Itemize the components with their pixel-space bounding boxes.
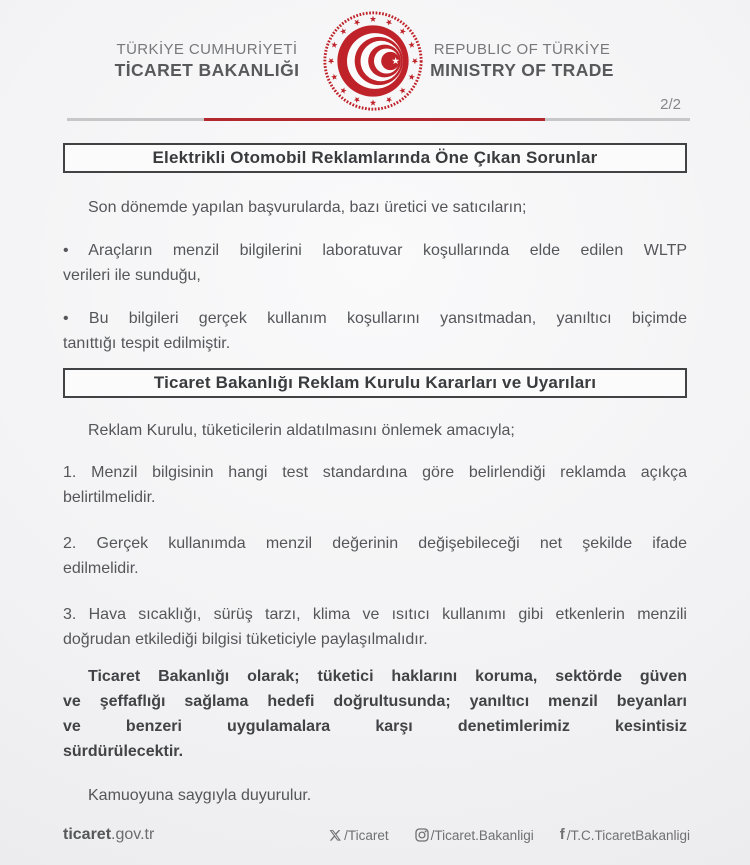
org-en-line2: MINISTRY OF TRADE — [430, 60, 614, 80]
numbered-item-2 — [63, 531, 687, 581]
org-tr-line1: TÜRKİYE CUMHURİYETİ — [116, 41, 298, 58]
instagram-icon — [415, 828, 429, 842]
closing-line2: ve şeffaflığı sağlama hedefi doğrultusunda; yanıltıcı menzil beyanları — [63, 693, 687, 710]
closing-line1: Ticaret Bakanlığı olarak; tüketici haklarını koruma, sektörde güven — [88, 668, 687, 685]
page-number: 2/2 — [660, 96, 681, 113]
bullet-item-1 — [63, 238, 687, 288]
org-tr-line2: TİCARET BAKANLIĞI — [114, 60, 300, 80]
numbered-item-3 — [63, 602, 687, 652]
x-twitter-icon — [329, 829, 342, 842]
item3-number: 3. — [63, 606, 77, 623]
section2-title: Ticaret Bakanlığı Reklam Kurulu Kararları ve Uyarıları — [153, 373, 597, 392]
bullet-item-2 — [63, 306, 687, 356]
section1-title-box — [63, 143, 687, 173]
org-name-turkish — [63, 40, 351, 81]
item3-text: Hava sıcaklığı, sürüş tarzı, klima ve ısıtıcı kullanımı gibi etkenlerin menzili — [88, 606, 687, 623]
item1-text: Menzil bilgisinin hangi test standardına göre belirlendiği reklamda açıkça — [91, 464, 688, 481]
item2-line2: edilmelidir. — [63, 560, 139, 577]
social-links — [329, 828, 690, 843]
website-link[interactable] — [63, 826, 154, 844]
bullet2-text: Bu bilgileri gerçek kullanım koşullarını yansıtmadan, yanıltıcı biçimde — [88, 310, 688, 327]
item1-number: 1. — [63, 464, 77, 481]
section2-title-box — [63, 368, 687, 398]
social-x-handle: /Ticaret — [344, 827, 389, 843]
section1-intro: Son dönemde yapılan başvurularda, bazı üretici ve satıcıların; — [88, 199, 527, 216]
closing-line4: sürdürülecektir. — [63, 743, 184, 760]
org-en-line1: REPUBLIC OF TÜRKİYE — [433, 41, 611, 58]
item3-line1 — [63, 602, 687, 627]
signoff: Kamuoyuna saygıyla duyurulur. — [88, 787, 312, 804]
item2-number: 2. — [63, 535, 77, 552]
item1-line1 — [63, 460, 687, 485]
website-rest: .gov.tr — [111, 826, 155, 843]
website-bold: ticaret — [63, 826, 112, 843]
item2-line1 — [63, 531, 687, 556]
facebook-icon: f — [559, 826, 565, 843]
bullet1-line1 — [63, 238, 687, 263]
social-facebook-link[interactable] — [560, 828, 690, 843]
item3-line2: doğrudan etkilediği bilgisi tüketiciyle paylaşılmalıdır. — [63, 631, 428, 648]
bullet1-line2: verileri ile sunduğu, — [63, 267, 201, 284]
bullet2-line1 — [63, 306, 687, 331]
bullet1-text: Araçların menzil bilgilerini laboratuvar koşullarında elde edilen WLTP — [88, 242, 688, 259]
item1-line2: belirtilmelidir. — [63, 489, 156, 506]
closing-line3: ve benzeri uygulamalara karşı denetimlerimiz kesintisiz — [63, 718, 687, 735]
section1-title: Elektrikli Otomobil Reklamlarında Öne Çıkan Sorunlar — [152, 148, 598, 167]
bullet-glyph: • — [63, 242, 69, 259]
content — [0, 120, 750, 808]
org-name-english — [397, 40, 647, 81]
bullet2-line2: tanıttığı tespit edilmiştir. — [63, 335, 231, 352]
numbered-item-1 — [63, 460, 687, 510]
section2-intro: Reklam Kurulu, tüketicilerin aldatılmasını önlemek amacıyla; — [88, 422, 515, 439]
bullet-glyph: • — [63, 310, 69, 327]
social-facebook-handle: /T.C.TicaretBakanligi — [566, 827, 690, 843]
closing-statement — [63, 664, 687, 764]
header-divider-rule — [67, 118, 690, 121]
item2-text: Gerçek kullanımda menzil değerinin değişebileceği net şekilde ifade — [96, 535, 687, 552]
header — [0, 0, 750, 120]
social-instagram-handle: /Ticaret.Bakanligi — [430, 827, 534, 843]
social-x-link[interactable] — [329, 828, 389, 843]
footer — [63, 826, 690, 844]
social-instagram-link[interactable] — [415, 828, 534, 843]
